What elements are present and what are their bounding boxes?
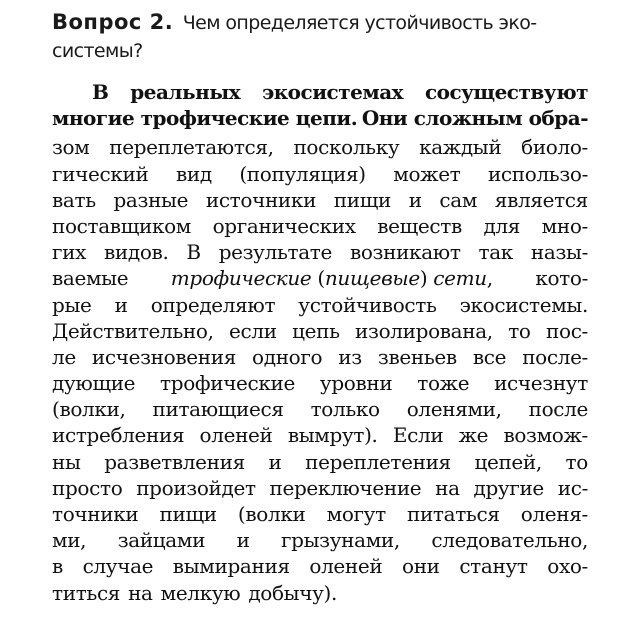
text-line <box>52 422 588 448</box>
word: ваемые <box>52 266 129 291</box>
word: сам <box>439 187 478 212</box>
word: переключение <box>269 475 422 500</box>
word: дующие <box>52 371 136 396</box>
question-text-line2: системы? <box>52 40 143 62</box>
word: переплетения <box>305 449 451 474</box>
word: мно- <box>541 213 588 238</box>
word: возмож- <box>503 423 588 448</box>
word: реальных <box>130 80 241 104</box>
word: и <box>236 528 250 553</box>
word: и <box>114 292 128 317</box>
text-line <box>52 396 588 422</box>
text-line <box>52 449 588 475</box>
word: и <box>408 187 422 212</box>
word: рые <box>52 292 92 317</box>
word: (волки, <box>52 397 126 422</box>
word: экосистемы. <box>459 292 588 317</box>
text-line <box>52 134 588 160</box>
word: вид <box>175 161 212 186</box>
text-line <box>52 475 588 501</box>
word: переплетаются, <box>109 135 274 160</box>
text-line <box>52 265 588 291</box>
word: все <box>472 344 507 369</box>
word: просто <box>52 475 123 500</box>
word: Если <box>392 423 444 448</box>
word: пищи <box>159 502 217 526</box>
word: каждый <box>419 135 502 160</box>
word: питающиеся <box>152 397 284 422</box>
word: вымирания <box>172 554 290 579</box>
text-line <box>52 239 588 265</box>
word: грызунами, <box>281 528 400 553</box>
word: изолирована, <box>355 318 493 343</box>
text-line <box>52 292 588 318</box>
word: исчезнут <box>494 371 588 396</box>
word: Они сложным обра- <box>361 106 588 131</box>
word: ны <box>52 449 81 474</box>
word: ми, <box>52 528 87 553</box>
text-line <box>52 105 588 131</box>
text-line <box>52 370 588 396</box>
word: же <box>458 423 489 448</box>
word: оленей <box>199 423 273 448</box>
word: может <box>393 161 461 186</box>
text-line <box>52 318 588 344</box>
word: для <box>483 213 521 238</box>
word: видов. <box>103 240 169 265</box>
word: устойчивость <box>298 292 437 317</box>
word: если <box>229 318 277 343</box>
word: пищи <box>333 187 391 212</box>
word: случае <box>82 554 154 579</box>
text-line <box>52 344 588 370</box>
word: так <box>478 240 513 265</box>
word: ле <box>52 344 76 369</box>
question-label: Вопрос 2. <box>52 10 174 34</box>
word: сосуществуют <box>424 80 588 104</box>
word: биоло- <box>521 135 588 160</box>
word: поставщиком <box>52 213 191 238</box>
word: гих <box>52 240 87 265</box>
word: на <box>128 580 153 605</box>
word: возникают <box>349 240 461 265</box>
word: разные <box>113 187 189 212</box>
word: результате <box>218 240 332 265</box>
word: ис- <box>557 475 588 500</box>
text-line <box>52 501 588 527</box>
word: другие <box>473 475 544 500</box>
word: могут <box>326 502 386 526</box>
word: определяют <box>150 292 276 317</box>
text-line <box>52 580 588 606</box>
word: исчезновения <box>91 344 236 369</box>
word: вать <box>52 187 96 212</box>
word: гический <box>52 161 149 186</box>
word: точники <box>52 502 139 526</box>
word: (популяция) <box>239 161 366 186</box>
word: охо- <box>547 554 588 579</box>
text-line <box>52 213 588 239</box>
word: В <box>186 240 201 265</box>
word: произойдет <box>136 475 256 500</box>
word: (волки <box>237 502 306 526</box>
text-line <box>52 79 588 105</box>
word: веществ <box>377 213 462 238</box>
word: станут <box>459 554 528 579</box>
answer-paragraph <box>52 79 588 606</box>
question-text-line1: Чем определяется устойчивость эко- <box>182 12 537 34</box>
word: вымрут). <box>287 423 378 448</box>
word: использо- <box>487 161 588 186</box>
word: многие трофические цепи. <box>52 106 358 131</box>
word: питаться <box>406 502 500 526</box>
word: на <box>435 475 460 500</box>
word: истребления <box>52 423 185 448</box>
word: трофические <box>160 371 296 396</box>
word: оленя- <box>520 502 588 526</box>
word: в <box>52 554 63 579</box>
word: В <box>92 80 109 104</box>
word: после- <box>522 344 588 369</box>
word: добычу). <box>248 580 337 605</box>
word: следовательно, <box>431 528 588 553</box>
word: из <box>338 344 362 369</box>
word: оленями, <box>406 397 502 422</box>
word: и <box>268 449 282 474</box>
word: назы- <box>530 240 588 265</box>
text-line <box>52 527 588 553</box>
word: поскольку <box>293 135 400 160</box>
word: одного <box>252 344 323 369</box>
word: оленей <box>309 554 383 579</box>
word: уровни <box>319 371 393 396</box>
word: зом <box>52 135 90 160</box>
word: тоже <box>417 371 470 396</box>
word: Действительно, <box>52 318 214 343</box>
word: экосистемах <box>262 80 404 104</box>
text-line <box>52 187 588 213</box>
word: органических <box>212 213 356 238</box>
question-block <box>52 8 588 65</box>
word: мелкую <box>160 580 241 605</box>
word: разветвления <box>104 449 245 474</box>
word: зайцами <box>117 528 206 553</box>
text-line <box>52 161 588 187</box>
word: источники <box>205 187 317 212</box>
word: то <box>565 449 588 474</box>
word: цепь <box>292 318 340 343</box>
word: они <box>402 554 440 579</box>
word: звеньев <box>377 344 457 369</box>
word: кото- <box>535 266 588 291</box>
word: является <box>494 187 588 212</box>
word: пос- <box>546 318 588 343</box>
word: цепей, <box>474 449 542 474</box>
word: трофические (пищевые) сети, <box>170 266 493 291</box>
word: после <box>528 397 588 422</box>
word: только <box>310 397 380 422</box>
word: то <box>508 318 531 343</box>
word: титься <box>52 580 121 605</box>
text-line <box>52 553 588 579</box>
